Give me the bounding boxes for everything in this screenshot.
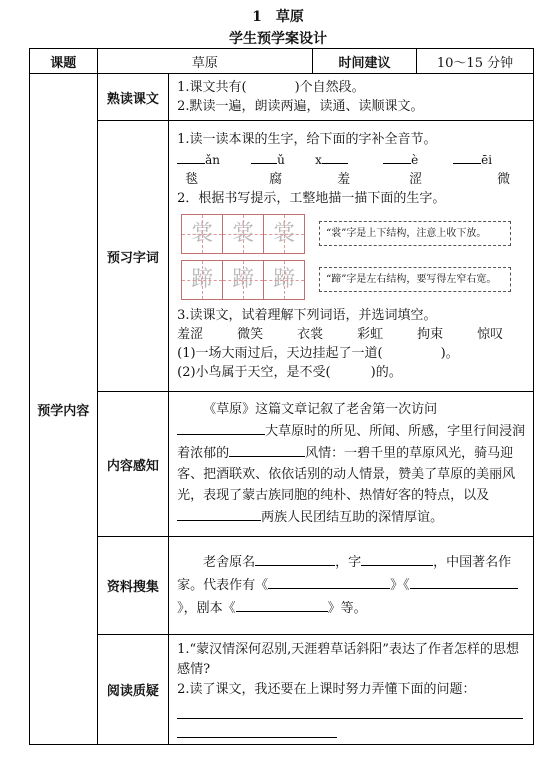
grid-row-1 [181, 214, 527, 254]
pinyin-item: ǎn [205, 152, 221, 167]
ziliao-blank-work1a[interactable] [268, 574, 328, 589]
yuedu-label: 阅读质疑 [97, 635, 169, 745]
neirong-t1: 《草原》这篇文章记叙了老舍第一次访问 [203, 402, 438, 417]
pinyin-blank[interactable] [251, 149, 277, 164]
word-item: 微笑 [237, 326, 264, 342]
header-topic-label: 课题 [30, 49, 98, 74]
writing-tip: “蹄”字是左右结构，要写得左窄右宽。 [319, 267, 511, 292]
tracing-grid [181, 260, 305, 300]
word-bank [177, 325, 527, 344]
ziliao-blank-name[interactable] [255, 551, 335, 566]
neirong-blank-2[interactable] [229, 442, 305, 457]
shudu-line1b: )个自然段。 [294, 79, 365, 95]
pinyin-item: x [315, 152, 322, 167]
row-shudu [30, 74, 534, 121]
shudu-label: 熟读课文 [97, 74, 169, 121]
word-item: 彩虹 [357, 326, 384, 342]
ziliao-t2: ，字 [335, 554, 362, 570]
yuxi-line3: 3.读课文，试着理解下列词语，并选词填空。 [177, 307, 437, 323]
yuxi-line2: 2．根据书写提示，工整地描一描下面的生字。 [177, 190, 446, 206]
yuedu-content [169, 635, 534, 745]
pinyin-item: è [411, 152, 419, 167]
neirong-t3: 风情：一碧千里的草原风光，骑马迎客、把酒联欢、依依话别的动人情景，赞美了草原的美丽风光，表现了蒙古族同胞的纯朴、热情好客的特点，以及 [177, 446, 516, 503]
grid-row-2 [181, 260, 527, 300]
header-time-value: 10～15 分钟 [417, 49, 534, 74]
neirong-label: 内容感知 [97, 392, 169, 537]
row-yuedu [30, 635, 534, 745]
yuedu-q2: 2.读了课文，我还要在上课时努力弄懂下面的问题： [177, 682, 476, 697]
ziliao-t1: 老舍原名 [203, 554, 256, 570]
ziliao-blank-work2[interactable] [410, 574, 518, 589]
word-item: 拘束 [417, 326, 444, 342]
word-item: 衣裳 [297, 326, 324, 342]
char-item: 涩 [409, 171, 423, 187]
fill1-prefix: (1)一场大雨过后，天边挂起了一道( [177, 345, 383, 361]
shudu-line2: 2.默读一遍，朗读两遍，读通、读顺课文。 [177, 98, 424, 114]
tracing-grid [181, 214, 305, 254]
ziliao-t3: ，中国著名作家。代表作有《 [177, 554, 512, 593]
row-ziliao [30, 537, 534, 635]
yuxi-content [169, 121, 534, 392]
pinyin-blank[interactable] [453, 149, 481, 164]
plan-table [29, 48, 534, 745]
shudu-line1a: 1.课文共有( [177, 79, 247, 95]
row-neirong [30, 392, 534, 537]
page-subtitle: 学生预学案设计 [229, 31, 327, 47]
answer-line[interactable] [177, 719, 337, 738]
ziliao-t6: 》等。 [327, 600, 367, 616]
ziliao-blank-zi[interactable] [361, 551, 433, 566]
tracing-cell[interactable]: 蹄 [182, 261, 223, 299]
char-item: 微 [497, 171, 511, 187]
header-row [30, 49, 534, 74]
neirong-t4: 两族人民团结互助的深情厚谊。 [261, 510, 444, 525]
writing-tip: “裳”字是上下结构，注意上收下放。 [319, 221, 511, 246]
tracing-cell[interactable]: 裳 [264, 215, 304, 253]
pinyin-blank[interactable] [177, 149, 205, 164]
neirong-blank-1[interactable] [177, 420, 265, 435]
fill2-suffix: )的。 [370, 364, 402, 380]
char-item: 腐 [269, 171, 283, 187]
pinyin-item: ǔ [277, 152, 285, 167]
pinyin-item: ēi [481, 152, 493, 167]
char-row [177, 170, 527, 189]
ziliao-blank-work1b[interactable] [328, 574, 390, 589]
word-item: 羞涩 [177, 326, 204, 342]
header-time-label: 时间建议 [313, 49, 417, 74]
neirong-content [169, 392, 534, 537]
yuxi-label: 预习字词 [97, 121, 169, 392]
ziliao-t4: 》《 [390, 577, 410, 593]
yuxi-line1: 1.读一读本课的生字，给下面的字补全音节。 [177, 131, 437, 147]
tracing-cell[interactable]: 裳 [223, 215, 264, 253]
ziliao-label: 资料搜集 [97, 537, 169, 635]
section-label: 预学内容 [30, 74, 98, 745]
ziliao-content [169, 537, 534, 635]
answer-line[interactable] [177, 700, 523, 719]
neirong-blank-3[interactable] [177, 506, 261, 521]
tracing-cell[interactable]: 蹄 [223, 261, 264, 299]
neirong-t2: 大草原时的所见、所闻、所感，字里行间浸润着浓郁的 [177, 424, 526, 461]
ziliao-t5: 》，剧本《 [177, 600, 236, 616]
ziliao-blank-play[interactable] [236, 597, 328, 612]
pinyin-row [177, 149, 527, 170]
tracing-cell[interactable]: 裳 [182, 215, 223, 253]
header-topic-value: 草原 [97, 49, 312, 74]
pinyin-blank[interactable] [383, 149, 411, 164]
row-yuxi [30, 121, 534, 392]
char-item: 羞 [337, 171, 351, 187]
yuedu-q1: 1.“蒙汉情深何忍别,天涯碧草话斜阳”表达了作者怎样的思想感情? [177, 642, 519, 677]
fill2-prefix: (2)小鸟属于天空，是不受( [177, 364, 331, 380]
lesson-title: 1 草原 [252, 9, 304, 25]
shudu-content [169, 74, 534, 121]
tracing-cell[interactable]: 蹄 [264, 261, 304, 299]
pinyin-blank[interactable] [322, 149, 348, 164]
char-item: 毯 [185, 171, 199, 187]
fill1-suffix: )。 [440, 345, 459, 361]
word-item: 惊叹 [477, 326, 504, 342]
